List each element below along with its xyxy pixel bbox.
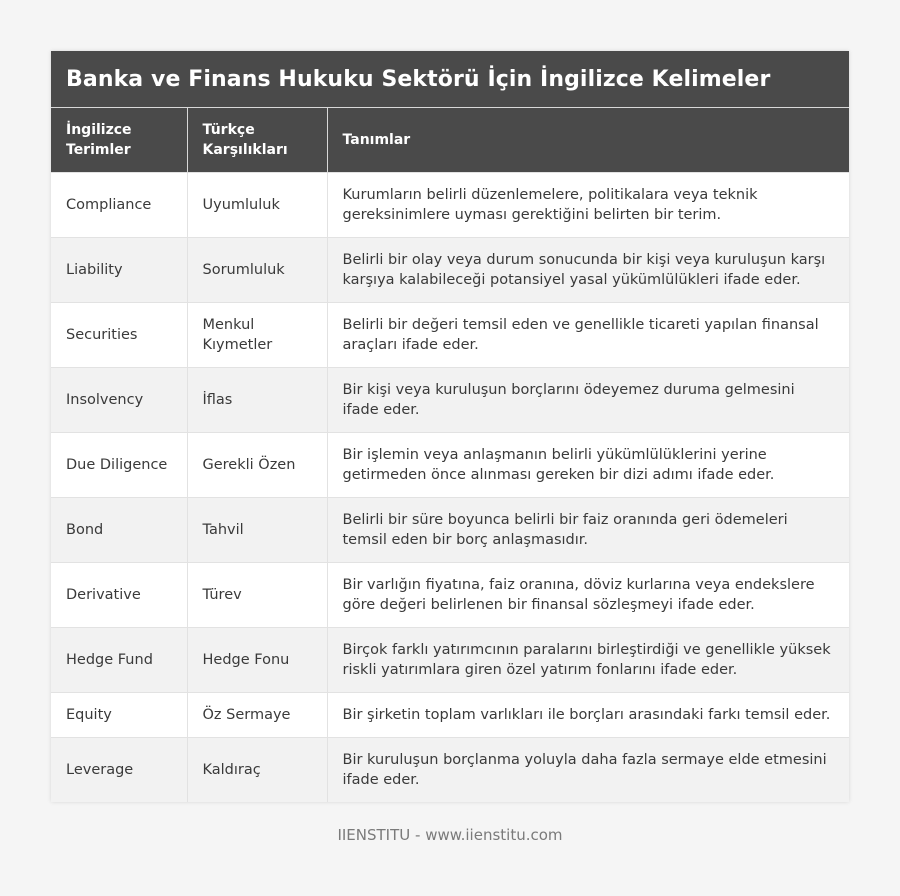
definition: Belirli bir süre boyunca belirli bir faiz oranında geri ödemeleri temsil eden bir borç anlaşmasıdır. xyxy=(327,497,849,562)
footer-credit: IIENSTITU - www.iienstitu.com xyxy=(337,826,563,844)
vocabulary-table xyxy=(51,108,849,802)
english-term: Compliance xyxy=(51,172,187,237)
definition: Bir işlemin veya anlaşmanın belirli yükümlülüklerini yerine getirmeden önce alınması gereken bir dizi adımı ifade eder. xyxy=(327,432,849,497)
definition: Bir şirketin toplam varlıkları ile borçları arasındaki farkı temsil eder. xyxy=(327,692,849,737)
turkish-term: Öz Sermaye xyxy=(187,692,327,737)
table-row xyxy=(51,432,849,497)
turkish-term: Tahvil xyxy=(187,497,327,562)
table-row xyxy=(51,692,849,737)
english-term: Equity xyxy=(51,692,187,737)
table-header-row xyxy=(51,108,849,172)
english-term: Due Diligence xyxy=(51,432,187,497)
definition: Kurumların belirli düzenlemelere, politikalara veya teknik gereksinimlere uyması gerektiğini belirten bir terim. xyxy=(327,172,849,237)
table-row xyxy=(51,627,849,692)
english-term: Derivative xyxy=(51,562,187,627)
english-term: Insolvency xyxy=(51,367,187,432)
english-term: Securities xyxy=(51,302,187,367)
table-row xyxy=(51,737,849,802)
table-row xyxy=(51,367,849,432)
turkish-term: Menkul Kıymetler xyxy=(187,302,327,367)
table-row xyxy=(51,237,849,302)
turkish-term: İflas xyxy=(187,367,327,432)
turkish-term: Kaldıraç xyxy=(187,737,327,802)
table-row xyxy=(51,302,849,367)
definition: Bir kuruluşun borçlanma yoluyla daha fazla sermaye elde etmesini ifade eder. xyxy=(327,737,849,802)
english-term: Leverage xyxy=(51,737,187,802)
table-row xyxy=(51,172,849,237)
turkish-term: Hedge Fonu xyxy=(187,627,327,692)
table-row xyxy=(51,562,849,627)
english-term: Bond xyxy=(51,497,187,562)
table-title: Banka ve Finans Hukuku Sektörü İçin İngilizce Kelimeler xyxy=(51,51,849,108)
table-row xyxy=(51,497,849,562)
definition: Birçok farklı yatırımcının paralarını birleştirdiği ve genellikle yüksek riskli yatırımlara giren özel yatırım fonlarını ifade eder. xyxy=(327,627,849,692)
header-turkish-equivalents: Türkçe Karşılıkları xyxy=(187,108,327,172)
header-definitions: Tanımlar xyxy=(327,108,849,172)
definition: Bir kişi veya kuruluşun borçlarını ödeyemez duruma gelmesini ifade eder. xyxy=(327,367,849,432)
vocabulary-card xyxy=(51,51,849,802)
turkish-term: Uyumluluk xyxy=(187,172,327,237)
turkish-term: Gerekli Özen xyxy=(187,432,327,497)
definition: Belirli bir değeri temsil eden ve genellikle ticareti yapılan finansal araçları ifade eder. xyxy=(327,302,849,367)
header-english-terms: İngilizce Terimler xyxy=(51,108,187,172)
definition: Bir varlığın fiyatına, faiz oranına, döviz kurlarına veya endekslere göre değeri belirlenen bir finansal sözleşmeyi ifade eder. xyxy=(327,562,849,627)
english-term: Liability xyxy=(51,237,187,302)
turkish-term: Türev xyxy=(187,562,327,627)
definition: Belirli bir olay veya durum sonucunda bir kişi veya kuruluşun karşı karşıya kalabileceği potansiyel yasal yükümlülükleri ifade eder. xyxy=(327,237,849,302)
english-term: Hedge Fund xyxy=(51,627,187,692)
turkish-term: Sorumluluk xyxy=(187,237,327,302)
